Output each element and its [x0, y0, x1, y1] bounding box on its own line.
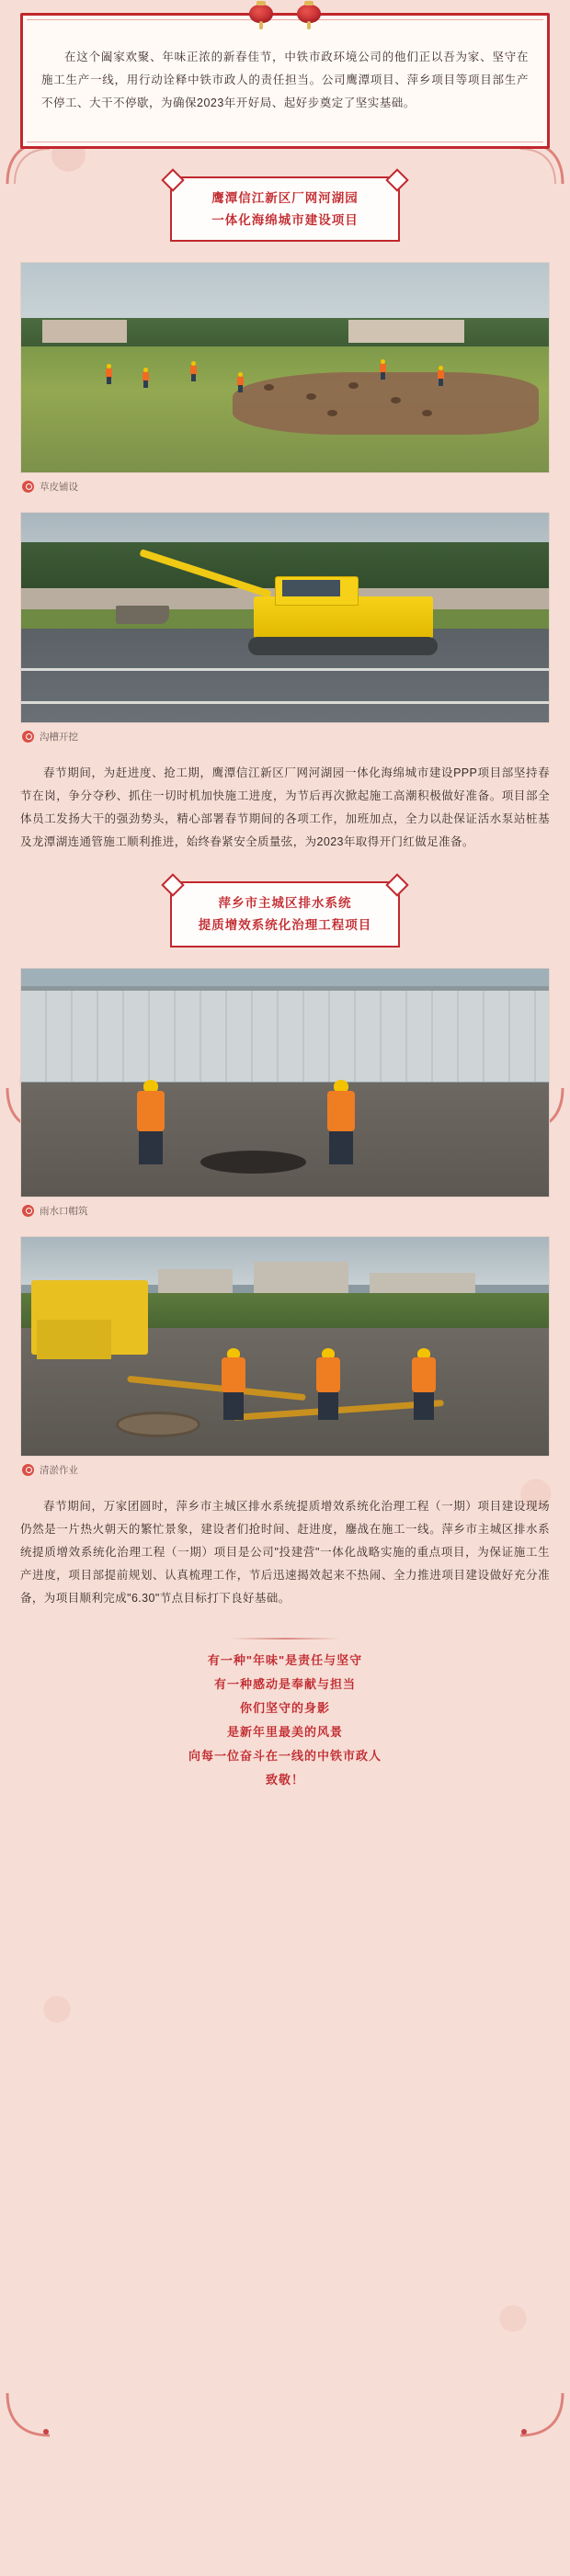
safety-vest — [412, 1357, 436, 1392]
banner-line-1: 鹰潭信江新区厂网河湖园 — [211, 191, 359, 205]
worker-figure — [438, 366, 444, 386]
photo-block-dredging — [20, 1236, 550, 1488]
worker-figure — [380, 359, 386, 380]
worker-figure — [237, 372, 244, 392]
caption-text: 沟槽开挖 — [40, 732, 78, 743]
background-building — [348, 320, 464, 343]
worker-figure — [327, 1080, 355, 1164]
soil-patch — [233, 372, 539, 435]
photo-lawn-planting — [20, 262, 550, 473]
section-1-banner — [0, 176, 570, 242]
footer-line-4: 是新年里最美的风景 — [226, 1724, 343, 1739]
background-building — [158, 1269, 232, 1294]
planting-hole — [327, 410, 337, 416]
planting-hole — [391, 397, 401, 403]
background-building — [254, 1262, 348, 1293]
worker-figure — [222, 1348, 245, 1420]
pavement — [21, 1083, 549, 1197]
worker-legs — [414, 1392, 434, 1420]
panel-wall — [21, 991, 549, 1082]
footer-line-1: 有一种"年味"是责任与坚守 — [207, 1652, 363, 1667]
footer-line-3: 你们坚守的身影 — [239, 1700, 330, 1715]
photo-block-excavator — [20, 512, 550, 755]
worker-figure — [137, 1080, 165, 1164]
worker-legs — [318, 1392, 338, 1420]
worker-figure — [412, 1348, 436, 1420]
caption-text: 清淤作业 — [40, 1464, 78, 1476]
truck-cab — [37, 1320, 110, 1359]
worker-legs — [223, 1392, 244, 1420]
drain-opening — [200, 1151, 306, 1174]
excavator-track — [248, 637, 439, 656]
photo-manhole-work — [20, 968, 550, 1197]
banner-line-2: 提质增效系统化治理工程项目 — [198, 917, 372, 932]
worker-legs — [139, 1131, 163, 1164]
camera-icon — [22, 731, 34, 743]
photo-block-manhole — [20, 968, 550, 1229]
worker-legs — [329, 1131, 353, 1164]
intro-paragraph: 在这个阖家欢聚、年味正浓的新春佳节，中铁市政环境公司的他们正以吾为家、坚守在施工生产一线，用行动诠释中铁市政人的责任担当。公司鹰潭项目、萍乡项目等项目部生产不停工、大干不停歇，为确保2023年开好局、起好步奠定了坚实基础。 — [41, 50, 529, 109]
photo-block-lawn-planting — [20, 262, 550, 505]
intro-card — [20, 13, 550, 149]
banner-box — [170, 881, 400, 947]
camera-icon — [22, 1464, 34, 1476]
safety-vest — [222, 1357, 245, 1392]
footer-line-2: 有一种感动是奉献与担当 — [213, 1676, 356, 1691]
banner-line-2: 一体化海绵城市建设项目 — [211, 212, 359, 227]
camera-icon — [22, 481, 34, 493]
section-1-paragraph: 春节期间，为赶进度、抢工期，鹰潭信江新区厂网河湖园一体化海绵城市建设PPP项目部坚持春节在岗，争分夺秒、抓住一切时机加快施工进度，为节后再次掀起施工高潮积极做好准备。项目部全体员工发扬大干的强劲势头，精心部署春节期间的各项工作，加班加点，全力以赴保证活水泵站桩基及龙潭湖连通管施工顺利推进，始终眷紧安全质量弦，为2023年取得开门红做足准备。 — [20, 766, 550, 849]
lane-marking — [21, 668, 549, 671]
photo-caption — [20, 473, 550, 505]
planting-hole — [422, 410, 432, 416]
intro-section — [20, 13, 550, 149]
photo-caption — [20, 723, 550, 755]
photo-excavator-road — [20, 512, 550, 723]
photo-dredging-work — [20, 1236, 550, 1457]
worker-figure — [190, 361, 197, 381]
corner-ornament-bottom-right — [517, 2389, 566, 2439]
worker-figure — [106, 364, 112, 384]
worker-figure — [142, 368, 149, 388]
footer-line-5: 向每一位奋斗在一线的中铁市政人 — [188, 1748, 382, 1763]
background-building — [42, 320, 127, 343]
photo-caption — [20, 1197, 550, 1229]
background-building — [370, 1273, 475, 1294]
corner-ornament-bottom-left — [4, 2389, 53, 2439]
excavator-window — [282, 580, 340, 596]
photo-caption — [20, 1457, 550, 1488]
caption-text: 雨水口帽筑 — [40, 1205, 88, 1217]
caption-text: 草皮铺设 — [40, 482, 78, 494]
lane-marking — [21, 701, 549, 704]
planting-hole — [306, 393, 316, 400]
banner-box — [170, 176, 400, 242]
worker-figure — [316, 1348, 340, 1420]
footer-section — [20, 1638, 550, 1810]
banner-line-1: 萍乡市主城区排水系统 — [218, 896, 352, 911]
section-2-banner — [0, 881, 570, 947]
footer-line-6: 致敬！ — [265, 1772, 304, 1787]
excavator-bucket — [116, 606, 168, 625]
safety-vest — [327, 1091, 355, 1131]
camera-icon — [22, 1205, 34, 1217]
section-2-paragraph: 春节期间，万家团圆时，萍乡市主城区排水系统提质增效系统化治理工程（一期）项目建设现场仍然是一片热火朝天的繁忙景象，建设者们抢时间、赶进度，鏖战在施工一线。萍乡市主城区排水系统提质增效系统化治理工程（一期）项目是公司"投建营"一体化战略实施的重点项目，为保证施工生产进度，项目部提前规划、认真梳理工作，节后迅速揭效起来不热闹、全力推进项目建设做好充分准备，为项目顺利完成"6.30"节点目标打下良好基础。 — [20, 1499, 550, 1605]
safety-vest — [316, 1357, 340, 1392]
divider — [230, 1638, 340, 1640]
safety-vest — [137, 1091, 165, 1131]
